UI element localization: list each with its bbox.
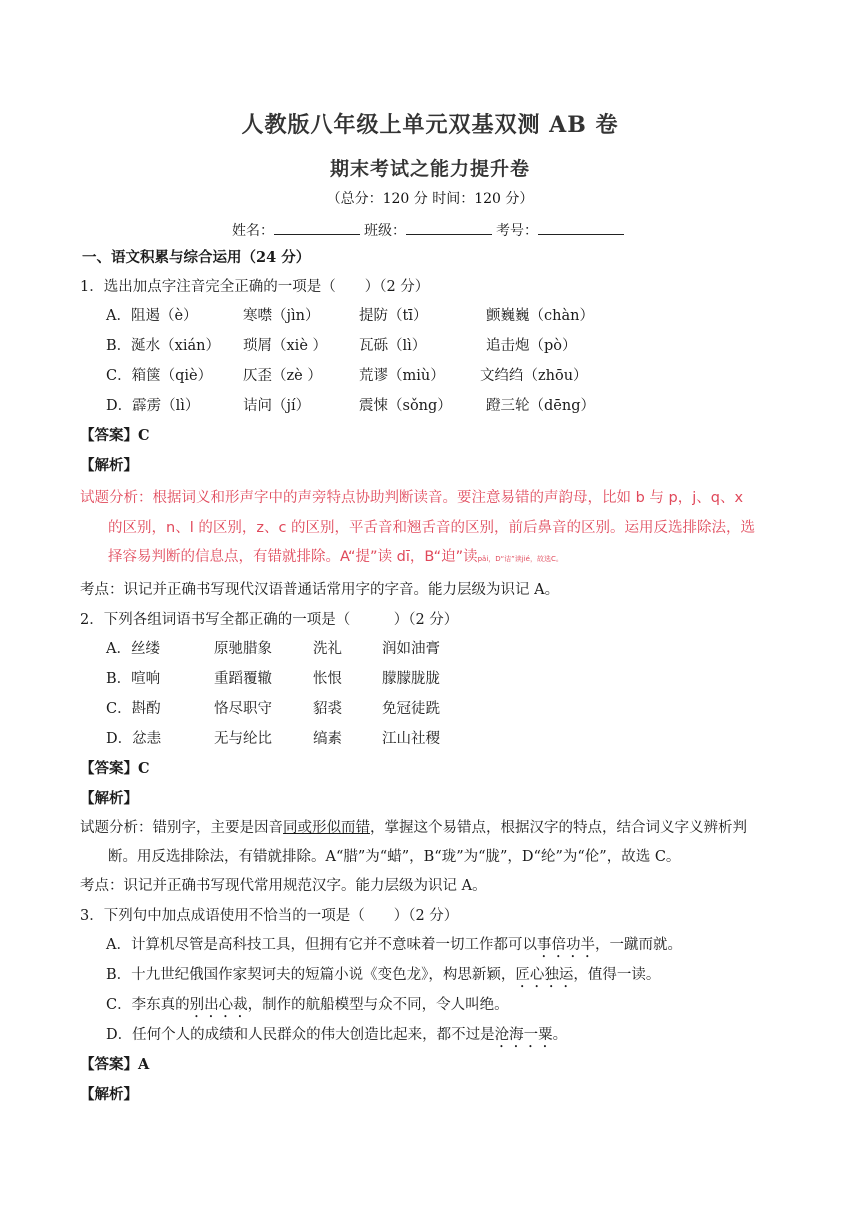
q2-option-cell: 免冠徒跣: [382, 701, 440, 717]
q1-answer: 【答案】C: [80, 427, 150, 444]
student-info-line: [0, 220, 860, 240]
q1-option-cell: 寒噤（jìn）: [243, 308, 320, 324]
q2-option-cell: 江山社稷: [382, 731, 440, 747]
q1-analysis-text: 择容易判断的信息点，有错就排除。A“提”读 dī，B“迫”读: [108, 549, 478, 565]
q1-option-cell: 追击炮（pò）: [486, 338, 577, 354]
score-time-line: （总分：120 分 时间：120 分）: [326, 191, 534, 207]
q2-option-cell: 原驰腊象: [214, 641, 272, 657]
q2-option-cell: A．丝缕: [106, 641, 160, 657]
document-subtitle: 期末考试之能力提升卷: [329, 158, 530, 180]
q3-option-b: [106, 965, 660, 991]
q2-option-cell: 缟素: [313, 731, 342, 747]
q3-stem: 3．下列句中加点成语使用不恰当的一项是（ ）（2 分）: [80, 908, 459, 924]
name-blank[interactable]: [274, 220, 360, 235]
q3-option-d: [106, 1025, 567, 1051]
q1-option-cell: B．涎水（xián）: [106, 338, 220, 354]
q2-option-cell: 貂裘: [313, 701, 342, 717]
q1-option-cell: 仄歪（zè ）: [243, 368, 322, 384]
q2-option-cell: B．喧响: [106, 671, 161, 687]
q3-option-text: A．计算机尽管是高科技工具，但拥有它并不意味着一切工作都可以: [106, 937, 537, 953]
q1-option-cell: 颤巍巍（chàn）: [486, 308, 594, 324]
q2-option-cell: 恪尽职守: [214, 701, 272, 717]
class-blank[interactable]: [406, 220, 492, 235]
q3-analysis-label: 【解析】: [80, 1086, 138, 1103]
q3-option-text: D．任何个人的成绩和人民群众的伟大创造比起来，都不过是: [106, 1027, 495, 1043]
q3-option-c: [106, 995, 509, 1021]
name-label: 姓名：: [232, 223, 274, 239]
q2-analysis-line: 断。用反选排除法，有错就排除。A“腊”为“蜡”，B“珑”为“胧”，D“纶”为“伦”，故选 C。: [108, 849, 681, 865]
q2-option-cell: 朦朦胧胧: [382, 671, 440, 687]
q3-option-text: ，值得一读。: [573, 967, 661, 983]
q2-analysis-line: [80, 818, 747, 838]
q3-idiom: 别出心裁: [189, 997, 248, 1013]
q2-option-cell: C．斟酌: [106, 701, 161, 717]
q2-option-cell: 洗礼: [313, 641, 342, 657]
q2-analysis-text: 试题分析：错别字，主要是因音: [80, 820, 283, 836]
q3-idiom: 事倍功半: [536, 937, 595, 953]
q3-option-text: C．李东真的: [106, 997, 190, 1013]
q3-answer: 【答案】A: [80, 1056, 150, 1073]
q1-option-cell: 蹬三轮（dēng）: [486, 398, 595, 414]
q2-option-cell: 重蹈覆辙: [214, 671, 272, 687]
q2-answer: 【答案】C: [80, 760, 150, 777]
q2-analysis-label: 【解析】: [80, 790, 138, 807]
q1-analysis-tail: pǎi，D“诘”读jié，故选C。: [477, 555, 563, 563]
q3-idiom: 匠心独运: [515, 967, 574, 983]
q1-option-cell: D．霹雳（lì）: [106, 398, 200, 414]
q1-analysis-line: [108, 547, 563, 569]
q2-analysis-text: ，掌握这个易错点，根据汉字的特点，结合词义字义辨析判: [370, 820, 747, 836]
q1-option-cell: C．箱箧（qiè）: [106, 368, 213, 384]
q1-option-cell: 荒谬（miù）: [359, 368, 445, 384]
q2-analysis-underlined: 同或形似而错: [283, 820, 370, 836]
q3-option-text: 。: [552, 1027, 568, 1043]
q3-option-text: ，制作的航船模型与众不同，令人叫绝。: [247, 997, 509, 1013]
q1-stem: 1．选出加点字注音完全正确的一项是（ ）（2 分）: [80, 279, 430, 295]
q3-idiom: 沧海一粟: [494, 1027, 553, 1043]
q2-kaodian: 考点：识记并正确书写现代常用规范汉字。能力层级为识记 A。: [80, 878, 487, 894]
section-heading: 一、语文积累与综合运用（24 分）: [82, 249, 311, 266]
exam-no-blank[interactable]: [538, 220, 624, 235]
q1-option-cell: 文绉绉（zhōu）: [480, 368, 588, 384]
q2-option-cell: 润如油膏: [382, 641, 440, 657]
q1-kaodian: 考点：识记并正确书写现代汉语普通话常用字的字音。能力层级为识记 A。: [80, 582, 560, 598]
q2-option-cell: 怅恨: [313, 671, 342, 687]
q1-option-cell: 瓦砾（lì）: [359, 338, 427, 354]
q1-option-cell: 诘问（jí）: [243, 398, 311, 414]
q3-option-text: ，一蹴而就。: [594, 937, 682, 953]
q1-option-cell: 震悚（sǒng）: [359, 398, 452, 414]
q1-analysis-line: 试题分析：根据词义和形声字中的声旁特点协助判断读音。要注意易错的声韵母，比如 b 与 p，j、q、x: [80, 490, 744, 506]
q2-option-cell: D．忿恚: [106, 731, 162, 747]
q1-analysis-line: 的区别，n、l 的区别，z、c 的区别，平舌音和翘舌音的区别，前后鼻音的区别。运用反选排除法，选: [108, 520, 756, 536]
q2-option-cell: 无与纶比: [214, 731, 272, 747]
q2-stem: 2．下列各组词语书写全都正确的一项是（ ）（2 分）: [80, 612, 459, 628]
q1-analysis-label: 【解析】: [80, 457, 138, 474]
exam-no-label: 考号：: [496, 223, 538, 239]
q1-option-cell: A．阻遏（è）: [106, 308, 198, 324]
q1-option-cell: 琐屑（xiè ）: [243, 338, 328, 354]
document-title: 人教版八年级上单元双基双测 AB 卷: [241, 112, 619, 138]
q3-option-text: B．十九世纪俄国作家契诃夫的短篇小说《变色龙》，构思新颖，: [106, 967, 516, 983]
q1-option-cell: 提防（tī）: [359, 308, 428, 324]
class-label: 班级：: [364, 223, 406, 239]
q3-option-a: [106, 935, 682, 961]
